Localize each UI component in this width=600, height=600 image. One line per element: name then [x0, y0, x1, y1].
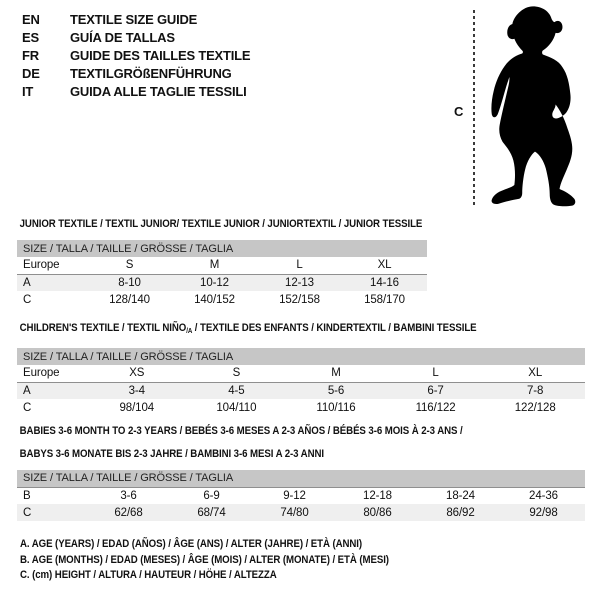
children-title-pre: CHILDREN'S TEXTILE / TEXTIL NIÑO — [19, 322, 187, 334]
table-row-height — [17, 504, 585, 521]
lang-label: GUIDE DES TAILLES TEXTILE — [70, 48, 251, 63]
row-label-cell: C — [23, 293, 32, 306]
lang-label: GUIDA ALLE TAGLIE TESSILI — [70, 84, 247, 99]
lang-code: FR — [22, 48, 39, 63]
size-cell: M — [172, 257, 257, 274]
table-header-row — [17, 470, 585, 487]
legend-notes — [20, 537, 439, 584]
size-cell: 6-9 — [203, 489, 220, 502]
junior-textile-section — [17, 217, 478, 308]
size-cell: 3-4 — [87, 382, 187, 399]
lang-row-fr — [22, 47, 250, 65]
size-cell: 68/74 — [170, 504, 253, 521]
size-cell: M — [286, 365, 386, 382]
size-cell: 7-8 — [485, 382, 585, 399]
height-measure-label: C — [454, 104, 464, 119]
lang-row-de — [22, 65, 250, 83]
size-cell: 14-16 — [342, 274, 427, 291]
note-height: C. (cm) HEIGHT / ALTURA / HAUTEUR / HÖHE / ALTEZZA — [20, 569, 277, 581]
row-label-cell: B — [23, 489, 31, 502]
size-cell: 128/140 — [109, 293, 150, 306]
lang-label: TEXTILGRÖßENFÜHRUNG — [70, 66, 232, 81]
size-cell: 18-24 — [446, 489, 475, 502]
table-row-europe — [17, 257, 427, 274]
size-cell: 104/110 — [216, 401, 257, 414]
baby-silhouette-icon — [480, 3, 588, 210]
lang-row-en — [22, 11, 250, 29]
size-cell: 5-6 — [286, 382, 386, 399]
size-header-bar: SIZE / TALLA / TAILLE / GRÖSSE / TAGLIA — [17, 348, 585, 365]
lang-label: TEXTILE SIZE GUIDE — [70, 12, 198, 27]
size-cell: 122/128 — [514, 401, 556, 414]
size-cell: XL — [342, 257, 427, 274]
size-cell: 9-12 — [283, 489, 306, 502]
junior-size-table — [17, 240, 427, 308]
lang-code: IT — [22, 84, 34, 99]
size-cell: 80/86 — [336, 504, 419, 521]
row-label-cell: Europe — [17, 365, 87, 382]
babies-table-title-line2: BABYS 3-6 MONATE BIS 2-3 JAHRE / BAMBINI 3-6 MESI A 2-3 ANNI — [19, 448, 324, 460]
table-row-age-months — [17, 487, 585, 504]
size-cell: 6-7 — [386, 382, 486, 399]
size-cell: 3-6 — [120, 489, 137, 502]
table-row-height — [17, 399, 585, 416]
note-age-years: A. AGE (YEARS) / EDAD (AÑOS) / ÂGE (ANS) / ALTER (JAHRE) / ETÀ (ANNI) — [20, 538, 363, 550]
row-label-cell: Europe — [17, 257, 87, 274]
baby-figure — [440, 0, 600, 215]
size-cell: 140/152 — [194, 293, 235, 306]
size-cell: 158/170 — [364, 293, 405, 306]
size-header-bar: SIZE / TALLA / TAILLE / GRÖSSE / TAGLIA — [17, 240, 427, 257]
lang-code: EN — [22, 12, 40, 27]
children-title-sub: /A — [186, 328, 193, 335]
size-cell: 12-13 — [257, 274, 342, 291]
size-cell: XS — [87, 365, 187, 382]
size-cell: 24-36 — [529, 489, 558, 502]
note-age-months: B. AGE (MONTHS) / EDAD (MESES) / ÂGE (MOIS) / ALTER (MONATE) / ETÀ (MESI) — [20, 553, 389, 566]
babies-size-table — [17, 470, 585, 521]
size-cell: S — [87, 257, 172, 274]
size-cell: 86/92 — [419, 504, 502, 521]
row-label-cell: C — [23, 401, 32, 414]
table-row-age — [17, 274, 427, 291]
size-cell: 110/116 — [316, 401, 356, 414]
junior-table-title: JUNIOR TEXTILE / TEXTIL JUNIOR/ TEXTILE JUNIOR / JUNIORTEXTIL / JUNIOR TESSILE — [19, 218, 423, 230]
size-cell: L — [386, 365, 486, 382]
table-row-age — [17, 382, 585, 399]
row-label-cell: A — [17, 274, 87, 291]
size-cell: 62/68 — [87, 504, 170, 521]
size-cell: 8-10 — [87, 274, 172, 291]
children-textile-section — [17, 321, 585, 416]
babies-table-title-line1: BABIES 3-6 MONTH TO 2-3 YEARS / BEBÉS 3-6 MESES A 2-3 AÑOS / BÉBÉS 3-6 MOIS À 2-3 ANS / — [19, 425, 463, 437]
lang-code: ES — [22, 30, 39, 45]
lang-row-es — [22, 29, 250, 47]
table-header-row — [17, 240, 427, 257]
size-cell: 4-5 — [187, 382, 287, 399]
size-cell: 116/122 — [415, 401, 456, 414]
size-cell: XL — [485, 365, 585, 382]
size-cell: S — [187, 365, 287, 382]
table-header-row — [17, 348, 585, 365]
babies-textile-section — [17, 424, 585, 521]
children-title-post: / TEXTILE DES ENFANTS / KINDERTEXTIL / BAMBINI TESSILE — [192, 322, 477, 334]
size-cell: 74/80 — [253, 504, 336, 521]
row-label-cell: C — [17, 504, 87, 521]
lang-label: GUÍA DE TALLAS — [70, 30, 175, 45]
language-list — [22, 11, 250, 101]
size-cell: 10-12 — [172, 274, 257, 291]
children-size-table — [17, 348, 585, 416]
size-cell: 98/104 — [119, 401, 155, 414]
size-cell: L — [257, 257, 342, 274]
size-cell: 12-18 — [363, 489, 392, 502]
table-row-europe — [17, 365, 585, 382]
row-label-cell: A — [17, 382, 87, 399]
size-cell: 92/98 — [502, 504, 585, 521]
size-header-bar: SIZE / TALLA / TAILLE / GRÖSSE / TAGLIA — [17, 470, 585, 487]
children-table-title — [17, 321, 517, 339]
size-cell: 152/158 — [279, 293, 320, 306]
table-row-height — [17, 291, 427, 308]
lang-row-it — [22, 83, 250, 101]
height-measure-dotted-line — [473, 10, 475, 206]
lang-code: DE — [22, 66, 40, 81]
